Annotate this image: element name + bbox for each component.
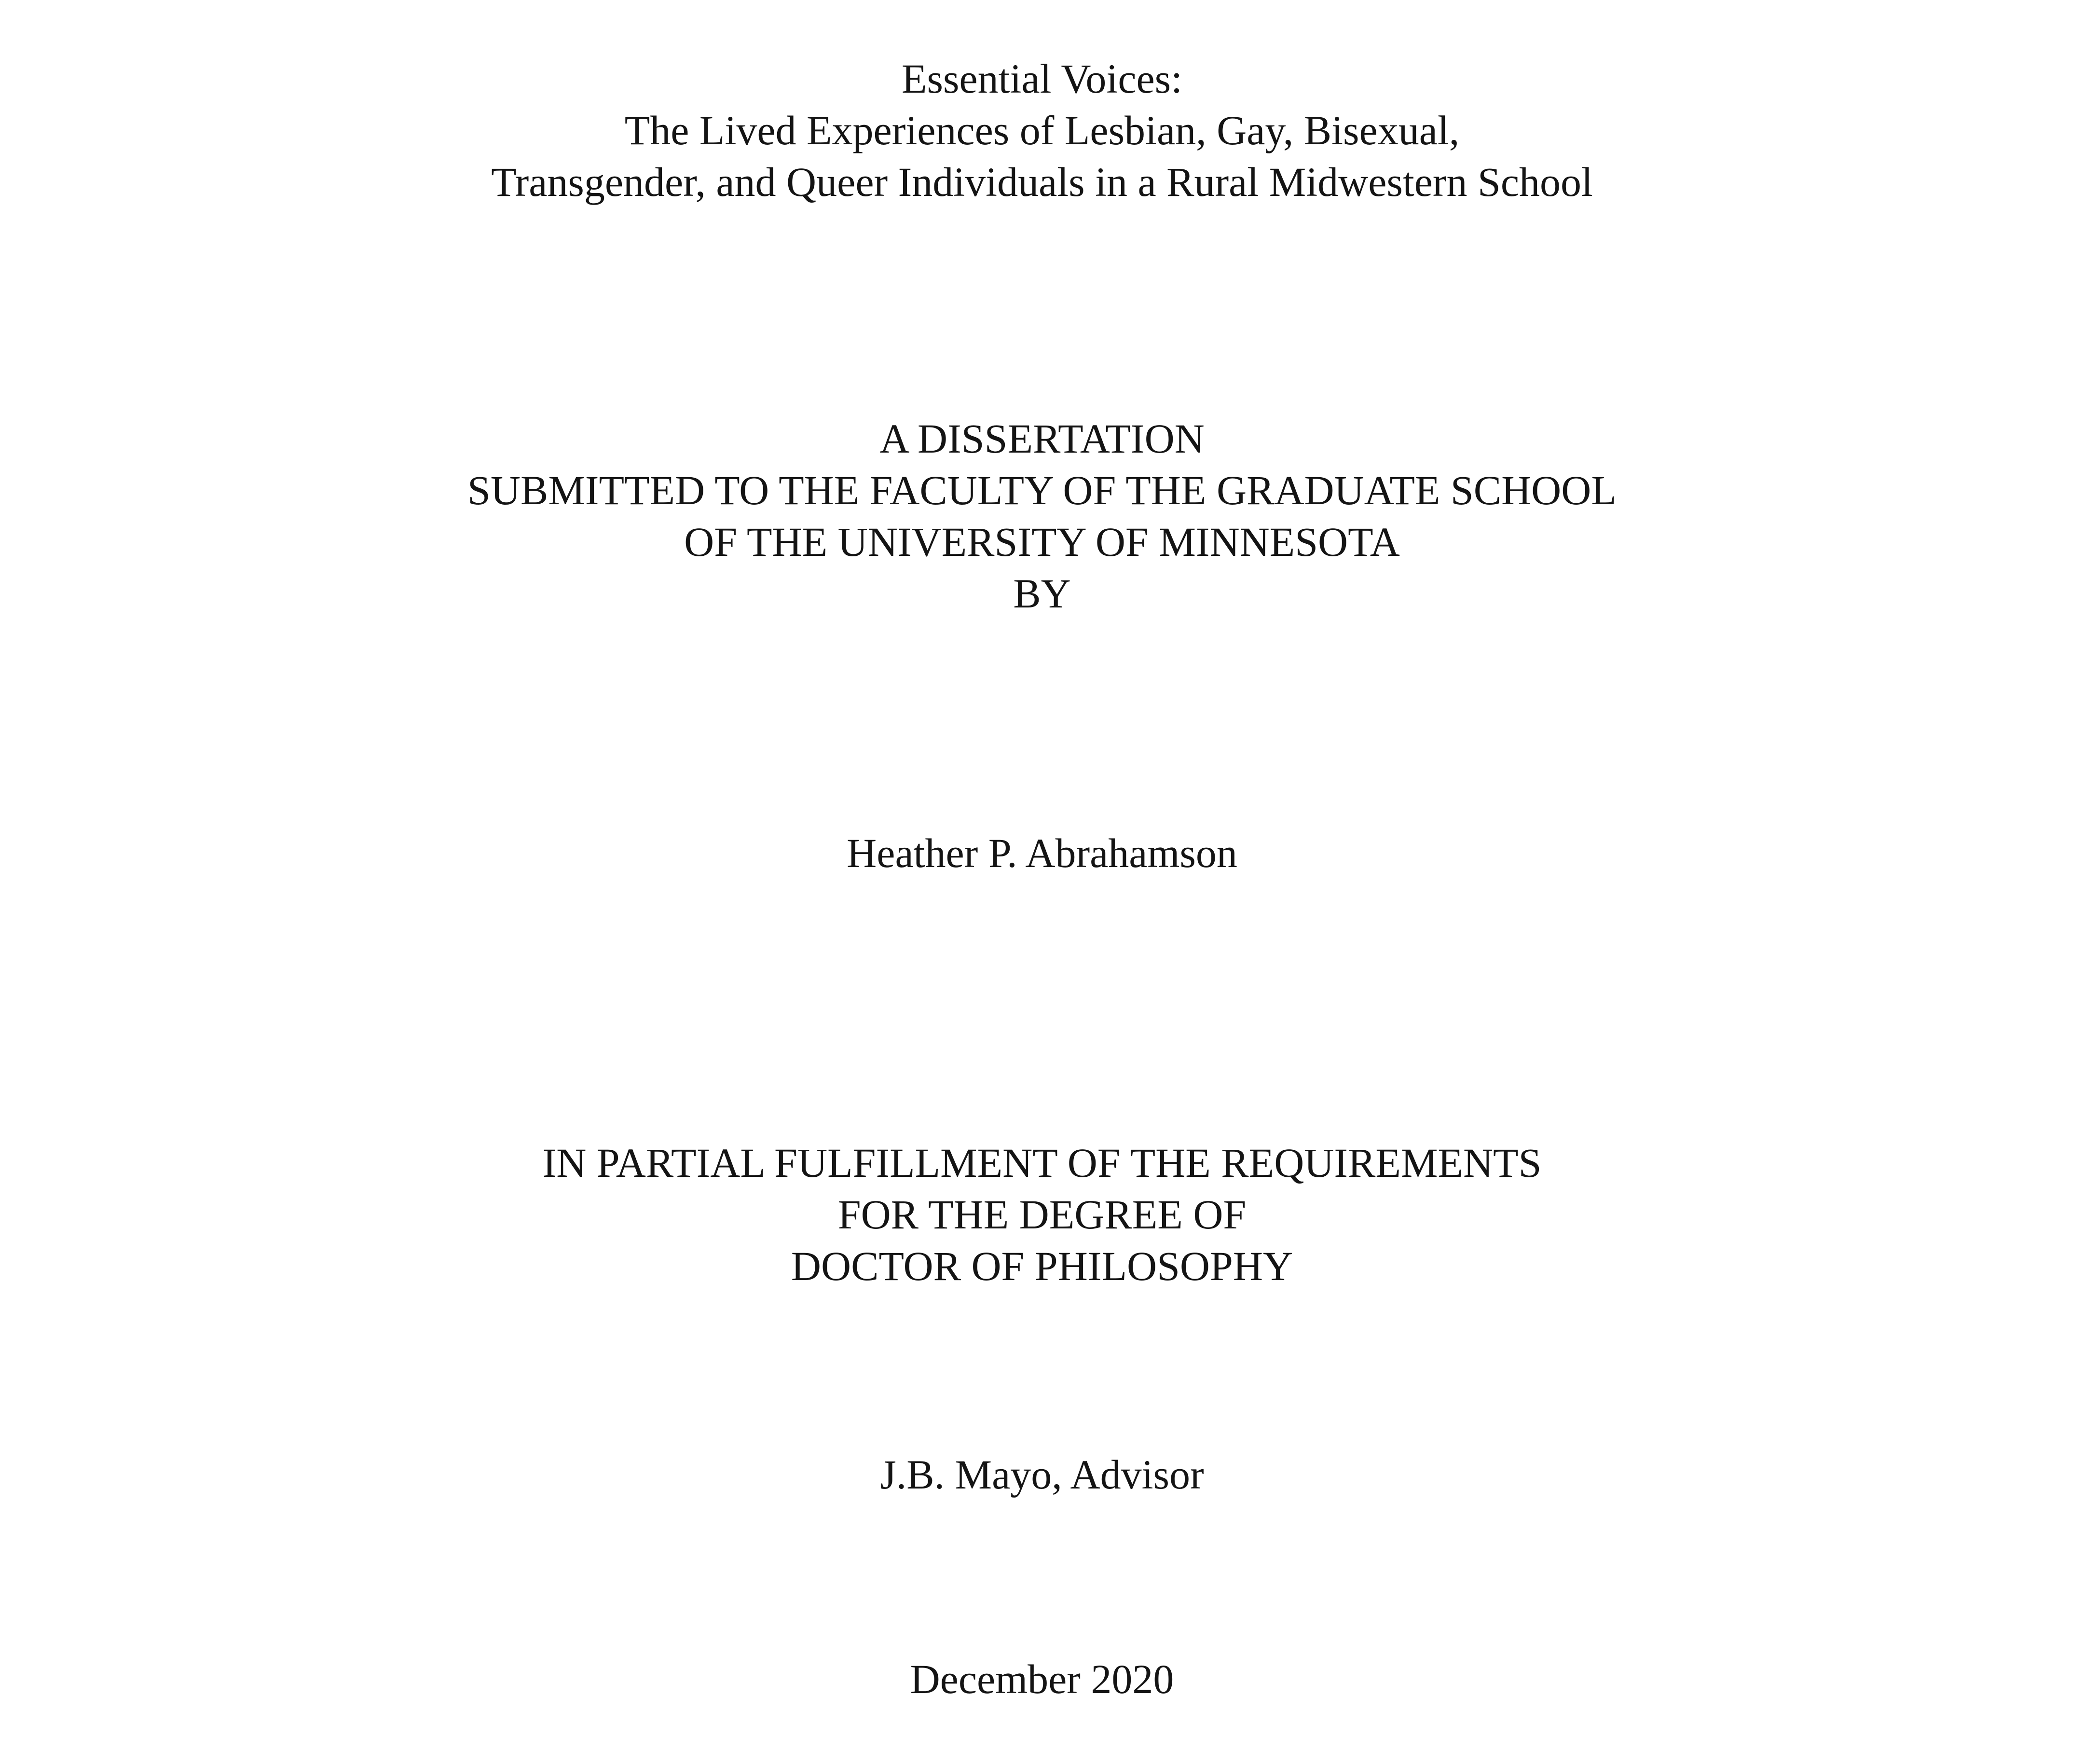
requirements-line: IN PARTIAL FULFILLMENT OF THE REQUIREMENTS: [542, 1140, 1542, 1186]
title-line: The Lived Experiences of Lesbian, Gay, Bisexual,: [624, 107, 1460, 153]
degree-requirements: [0, 1137, 2084, 1292]
submission-date: December 2020: [910, 1656, 1174, 1702]
advisor-block: [0, 1449, 2084, 1501]
submission-line: BY: [1013, 570, 1071, 617]
advisor-name: J.B. Mayo, Advisor: [880, 1451, 1204, 1498]
author-block: [0, 827, 2084, 879]
submission-statement: [0, 413, 2084, 620]
submission-line: SUBMITTED TO THE FACULTY OF THE GRADUATE SCHOOL: [467, 467, 1617, 513]
author-name: Heather P. Abrahamson: [847, 830, 1237, 876]
title-line: Transgender, and Queer Individuals in a Rural Midwestern School: [491, 159, 1593, 205]
title-line: Essential Voices:: [901, 55, 1183, 102]
date-block: [0, 1654, 2084, 1705]
requirements-line: FOR THE DEGREE OF: [837, 1191, 1247, 1238]
requirements-line: DOCTOR OF PHILOSOPHY: [791, 1243, 1293, 1289]
submission-line: A DISSERTATION: [879, 415, 1205, 462]
submission-line: OF THE UNIVERSITY OF MINNESOTA: [684, 519, 1400, 565]
dissertation-title: [0, 53, 2084, 208]
